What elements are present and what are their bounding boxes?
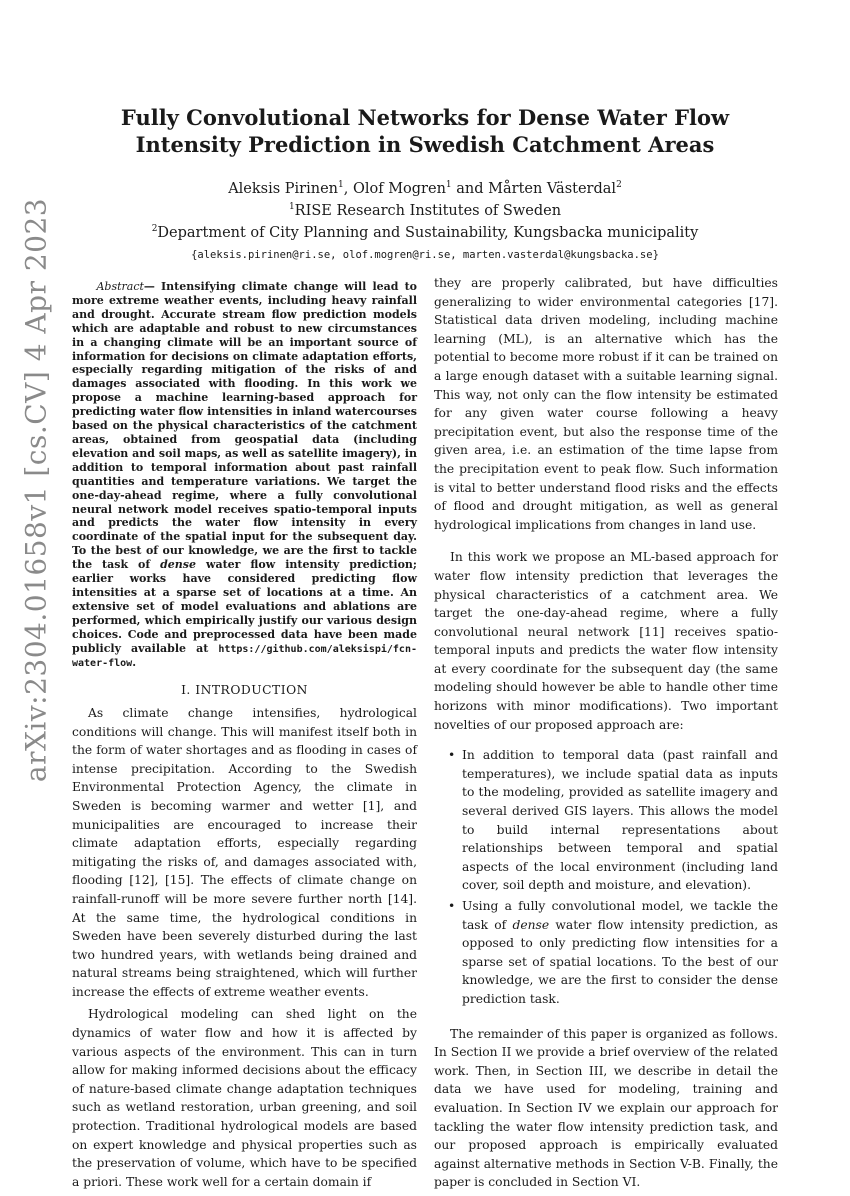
right-column xyxy=(434,274,778,1196)
author-name: Mårten Västerdal xyxy=(488,181,617,197)
code-link[interactable]: https://github.com/aleksispi/fcn-water-flow xyxy=(72,643,417,670)
affiliation-marker: 2 xyxy=(616,180,622,191)
paragraph: The remainder of this paper is organized as follows. In Section II we provide a brief overview of the related work. Then, in Section III, we describe in detail the data we have used for modeling, training and evaluation. In Section IV we explain our approach for tackling the water flow intensity prediction task, and our proposed approach is empirically evaluated against alternative methods in Section V-B. Finally, the paper is concluded in Section VI. xyxy=(434,1026,778,1190)
paragraph: Hydrological modeling can shed light on the dynamics of water flow and how it is affected by various aspects of the environment. This can in turn allow for making informed decisions about the efficacy of nature-based climate change adaptation techniques such as wetland restoration, urban greening, and soil protection. Traditional hydrological models are based on expert knowledge and physical properties such as the preservation of volume, which have to be specified a priori. These work well for a certain domain if xyxy=(72,1007,417,1189)
affiliation-marker: 1 xyxy=(338,180,344,191)
novelty-list xyxy=(434,746,778,1008)
paragraph: they are properly calibrated, but have difficulties generalizing to wider environmental categories [17]. Statistical data driven modeling, including machine learning (ML), is an alternative which has the potential to become more robust if it can be trained on a large enough dataset with a suitable learning signal. This way, not only can the flow intensity be estimated for any given water course following a heavy precipitation event, but also the response time of the given area, i.e. an estimation of the time lapse from the precipitation event to peak flow. Such information is vital to better understand flood risks and the effects of flood and drought mitigation, as well as general hydrological implications from changes in land use. xyxy=(434,276,778,532)
affiliation-marker: 1 xyxy=(445,180,452,191)
author-name: Aleksis Pirinen xyxy=(228,181,339,197)
list-item: • In addition to temporal data (past rainfall and temperatures), we include spatial data as inputs to the modeling, provided as satellite imagery and several derived GIS layers. This allows the model to build internal representations about relationships between temporal and spatial aspects of the local environment (including land cover, soil depth and moisture, and elevation). xyxy=(448,748,778,893)
arxiv-side-label xyxy=(6,197,66,783)
affiliation-2: $^2$Department of City Planning and Sustainability, Kungsbacka municipality xyxy=(151,224,699,241)
paragraph: As climate change intensifies, hydrological conditions will change. This will manifest itself both in the form of water shortages and as flooding in cases of intense precipitation. According to the Swedish Environmental Protection Agency, the climate in Sweden is becoming warmer and wetter [1], and municipalities are encouraged to increase their climate adaptation efforts, especially regarding mitigating the risks of, and damages associated with, flooding [12], [15]. The effects of climate change on rainfall-runoff will be more severe further north [14]. At the same time, the hydrological conditions in Sweden have been severely disturbed during the last two hundred years, with wetlands being drained and natural streams being straightened, which will further increase the effects of extreme weather events. xyxy=(72,705,417,999)
section-heading-introduction: I. INTRODUCTION xyxy=(181,683,308,698)
affiliation-1: $^1$RISE Research Institutes of Sweden xyxy=(288,202,562,219)
bullet-icon: • xyxy=(448,748,456,763)
author-name: Olof Mogren xyxy=(352,181,446,197)
author-block xyxy=(80,178,770,266)
abstract-label: Abstract xyxy=(96,280,144,293)
paragraph: In this work we propose an ML-based approach for water flow intensity prediction that leverages the physical characteristics of a catchment area. We target the one-day-ahead regime, where a fully convolutional neural network [11] receives spatio-temporal inputs and predicts the water flow intensity at every coordinate for the subsequent day (the same modeling should however be able to handle other time horizons with minor modifications). Two important novelties of our proposed approach are: xyxy=(434,550,778,732)
left-column xyxy=(72,280,417,1195)
arxiv-identifier: arXiv:2304.01658v1 [cs.CV] 4 Apr 2023 xyxy=(19,197,53,783)
bullet-icon: • xyxy=(448,899,456,913)
paper-title: Fully Convolutional Networks for Dense Water Flow Intensity Prediction in Swedish Catchment Areas xyxy=(120,105,730,157)
author-emails: {aleksis.pirinen@ri.se, olof.mogren@ri.se, marten.vasterdal@kungsbacka.se} xyxy=(191,249,659,261)
list-item: • Using a fully convolutional model, we tackle the task of dense water flow intensity prediction, as opposed to only predicting flow intensities for a sparse set of spatial locations. To the best of our knowledge, we are the first to consider the dense prediction task. xyxy=(448,899,778,1006)
author-names: Aleksis Pirinen$^1$, Olof Mogren$^1$ and Mårten Västerdal$^2$ xyxy=(228,180,622,197)
abstract: Abstract— Intensifying climate change will lead to more extreme weather events, including heavy rainfall and drought. Accurate stream flow prediction models which are adaptable and robust to new circumstances in a changing climate will be an important source of information for decisions on climate adaptation efforts, especially regarding mitigation of the risks of and damages associated with flooding. In this work we propose a machine learning-based approach for predicting water flow intensities in inland watercourses based on the physical characteristics of the catchment areas, obtained from geospatial data (including elevation and soil maps, as well as satellite imagery), in addition to temporal information about past rainfall quantities and temperature variations. We target the one-day-ahead regime, where a fully convolutional neural network model receives spatio-temporal inputs and predicts the water flow intensity in every coordinate of the spatial input for the subsequent day. To the best of our knowledge, we are the first to tackle the task of dense water flow intensity prediction; earlier works have considered predicting flow intensities at a sparse set of locations at a time. An extensive set of model evaluations and ablations are performed, which empirically justify our various design choices. Code and preprocessed data have been made publicly available at https://github.com/aleksispi/fcn-water-flow. xyxy=(72,280,417,670)
